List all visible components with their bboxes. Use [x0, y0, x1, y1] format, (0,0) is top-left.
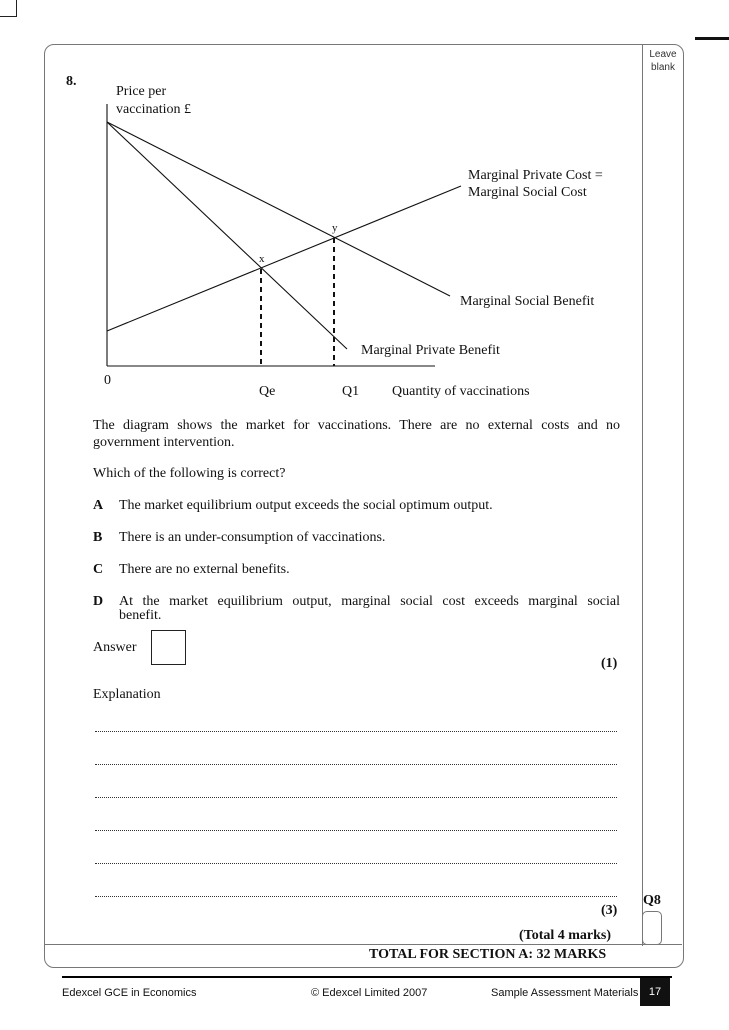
mpb-line [107, 122, 347, 349]
intro-line-1: The diagram shows the market for vaccinations. There are no external costs and no [93, 418, 620, 433]
answer-marks: (1) [601, 656, 618, 671]
page-number: 17 [640, 978, 670, 1006]
mpc-label: Marginal Private Cost = [468, 168, 603, 183]
prompt: Which of the following is correct? [93, 466, 286, 481]
option-d-text-2: benefit. [119, 608, 162, 623]
explanation-line[interactable] [95, 731, 617, 732]
option-a-letter: A [93, 498, 104, 513]
point-x-label: x [259, 253, 265, 265]
footer-center: © Edexcel Limited 2007 [311, 987, 428, 999]
explanation-line[interactable] [95, 764, 617, 765]
footer-right: Sample Assessment Materials [491, 987, 639, 999]
mpb-label: Marginal Private Benefit [361, 343, 500, 358]
total-marks: (Total 4 marks) [519, 928, 612, 943]
y-axis-label-2: vaccination £ [116, 102, 192, 117]
tick-q1: Q1 [342, 384, 360, 399]
margin-q8-label: Q8 [643, 893, 661, 908]
blank-text: blank [651, 62, 675, 73]
option-d-text-1: At the market equilibrium output, marginal social cost exceeds marginal social [119, 594, 620, 609]
question-number: 8. [66, 74, 77, 89]
intro-line-2: government intervention. [93, 435, 235, 450]
section-divider [44, 944, 682, 945]
explanation-line[interactable] [95, 830, 617, 831]
explanation-line[interactable] [95, 797, 617, 798]
option-b-text: There is an under-consumption of vaccinations. [119, 530, 386, 545]
tick-qe: Qe [259, 384, 276, 399]
margin-q8-box[interactable] [642, 911, 662, 945]
mpc-label-2: Marginal Social Cost [468, 185, 587, 200]
footer-rule [62, 976, 672, 978]
explanation-label: Explanation [93, 687, 161, 702]
leave-text: Leave [649, 49, 677, 60]
option-b-letter: B [93, 530, 103, 545]
x-axis-label: Quantity of vaccinations [392, 384, 530, 399]
market-diagram [0, 0, 729, 420]
option-a-text: The market equilibrium output exceeds the social optimum output. [119, 498, 493, 513]
explanation-marks: (3) [601, 903, 618, 918]
msb-label: Marginal Social Benefit [460, 294, 595, 309]
msb-line [107, 122, 450, 296]
option-c-text: There are no external benefits. [119, 562, 290, 577]
explanation-line[interactable] [95, 863, 617, 864]
option-c-letter: C [93, 562, 104, 577]
origin-label: 0 [104, 373, 111, 388]
answer-box[interactable] [151, 630, 186, 665]
y-axis-label: Price per [116, 84, 167, 99]
explanation-line[interactable] [95, 896, 617, 897]
section-total: TOTAL FOR SECTION A: 32 MARKS [369, 947, 607, 962]
option-d-letter: D [93, 594, 104, 609]
point-y-label: y [332, 222, 338, 234]
mpc-msc-line [107, 186, 461, 331]
answer-label: Answer [93, 640, 137, 655]
footer-left: Edexcel GCE in Economics [62, 987, 197, 999]
